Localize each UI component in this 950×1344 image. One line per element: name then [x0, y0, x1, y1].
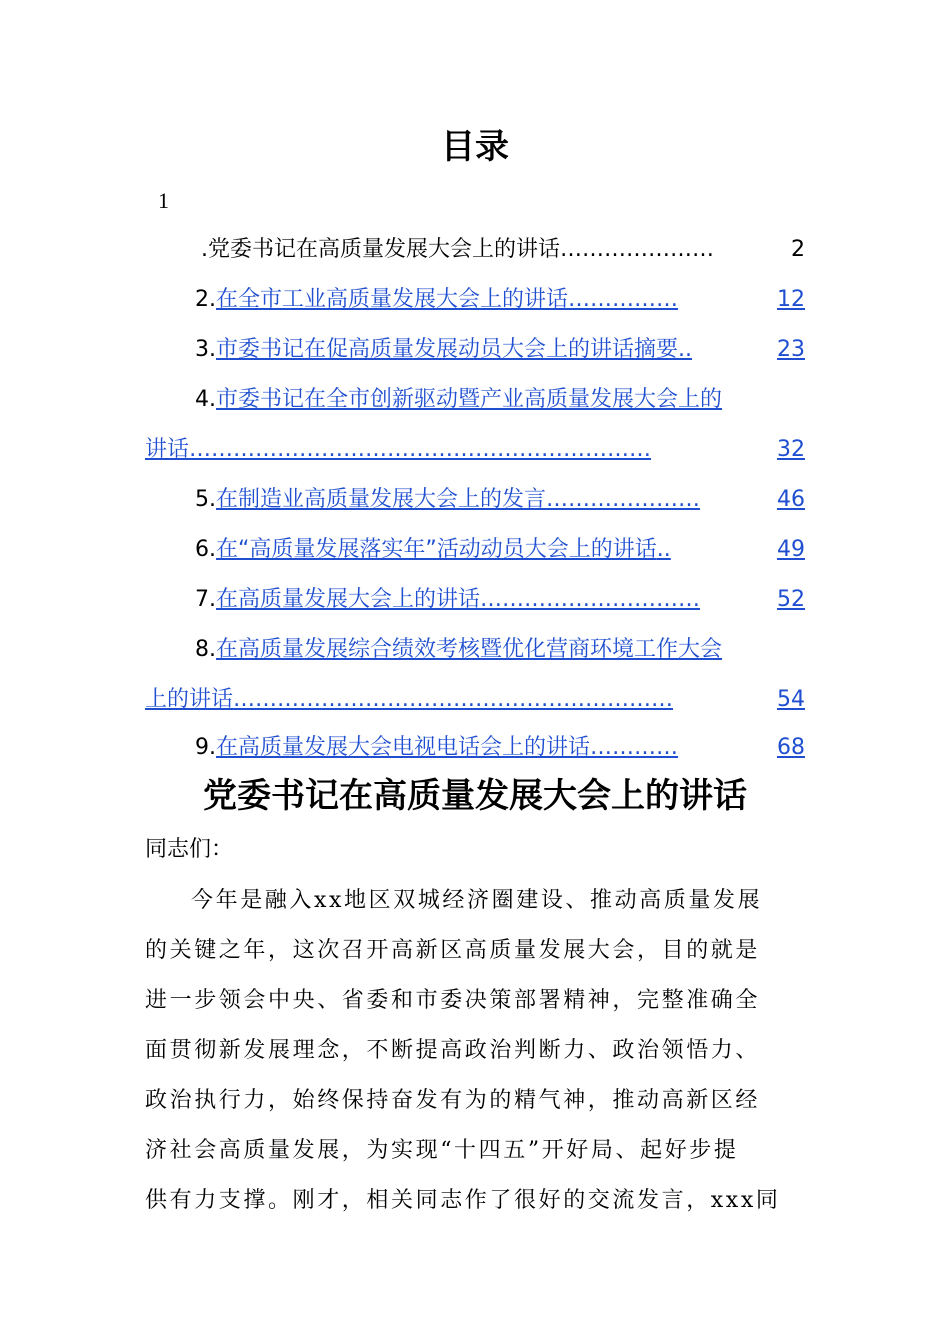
toc-entry-page[interactable]: 52	[777, 587, 805, 612]
toc-entry-link[interactable]: 在高质量发展大会上的讲话	[216, 587, 481, 612]
body-paragraph	[145, 876, 805, 1226]
paragraph-line: 政治执行力，始终保持奋发有为的精气神，推动高新区经	[145, 1088, 761, 1113]
toc-entry-link[interactable]: 在制造业高质量发展大会上的发言	[216, 487, 547, 512]
toc-marker: 1	[158, 188, 169, 213]
paragraph-line: 面贯彻新发展理念，不断提高政治判断力、政治领悟力、	[145, 1038, 761, 1063]
toc-entry-page[interactable]: 12	[777, 287, 805, 312]
toc-entry-4[interactable]	[145, 382, 805, 418]
document-title: 党委书记在高质量发展大会上的讲话	[203, 776, 747, 816]
toc-entry-7[interactable]	[145, 582, 805, 618]
toc-entry-2[interactable]	[145, 282, 805, 318]
paragraph-line: 的关键之年，这次召开高新区高质量发展大会，目的就是	[145, 938, 761, 963]
paragraph-line: 济社会高质量发展，为实现“十四五”开好局、起好步提	[145, 1138, 739, 1163]
toc-title: 目录	[441, 127, 509, 167]
toc-entry-dots: …………………	[546, 487, 701, 512]
toc-entry-page[interactable]: 32	[777, 437, 805, 462]
toc-entry-dots: ..	[678, 337, 693, 362]
toc-entry-page: 2	[791, 237, 805, 262]
toc-entry-1[interactable]	[145, 232, 805, 268]
paragraph-line: 今年是融入xx地区双城经济圈建设、推动高质量发展	[191, 888, 763, 913]
toc-entry-dots: …………	[590, 735, 679, 760]
toc-entry-9[interactable]	[145, 730, 805, 766]
toc-entry-link[interactable]: 在高质量发展综合绩效考核暨优化营商环境工作大会	[216, 637, 723, 662]
toc-entry-link-continued[interactable]: 上的讲话	[145, 687, 234, 712]
toc-entry-link[interactable]: 在全市工业高质量发展大会上的讲话	[216, 287, 569, 312]
toc-entry-link[interactable]: 市委书记在全市创新驱动暨产业高质量发展大会上的	[216, 387, 723, 412]
toc-entry-8[interactable]	[145, 632, 805, 668]
toc-entry-page[interactable]: 54	[777, 687, 805, 712]
toc-entry-page[interactable]: 46	[777, 487, 805, 512]
toc-entry-page[interactable]: 68	[777, 735, 805, 760]
toc-entry-page[interactable]: 23	[777, 337, 805, 362]
toc-entry-3[interactable]	[145, 332, 805, 368]
salutation: 同志们：	[145, 837, 234, 862]
toc-entry-link[interactable]: 市委书记在促高质量发展动员大会上的讲话摘要	[216, 337, 679, 362]
toc-entry-dots: ……………………………………………………	[233, 687, 674, 712]
toc-entry-8-continued[interactable]	[145, 682, 805, 718]
toc-entry-link[interactable]: 在“高质量发展落实年”活动动员大会上的讲话	[216, 537, 657, 562]
toc-entry-page[interactable]: 49	[777, 537, 805, 562]
toc-entry-number: 6.	[195, 537, 216, 562]
toc-entry-link-continued[interactable]: 讲话	[145, 437, 190, 462]
toc-entry-4-continued[interactable]	[145, 432, 805, 468]
toc-entry-dots: ..	[656, 537, 671, 562]
toc-entry-number: 9.	[195, 735, 216, 760]
toc-entry-5[interactable]	[145, 482, 805, 518]
toc-entry-number: 4.	[195, 387, 216, 412]
toc-entry-number: 8.	[195, 637, 216, 662]
paragraph-line: 供有力支撑。刚才，相关同志作了很好的交流发言，xxx同	[145, 1188, 781, 1213]
toc-entry-dots: …………………	[560, 237, 714, 262]
toc-entry-6[interactable]	[145, 532, 805, 568]
toc-entry-dots: ……………	[568, 287, 679, 312]
toc-entry-number: 3.	[195, 337, 216, 362]
paragraph-line: 进一步领会中央、省委和市委决策部署精神，完整准确全	[145, 988, 761, 1013]
toc-entry-link[interactable]: 在高质量发展大会电视电话会上的讲话	[216, 735, 591, 760]
toc-entry-text: .党委书记在高质量发展大会上的讲话	[201, 237, 560, 262]
toc-entry-number: 7.	[195, 587, 216, 612]
toc-entry-number: 2.	[195, 287, 216, 312]
toc-entry-dots: …………………………	[480, 587, 701, 612]
toc-entry-number: 5.	[195, 487, 216, 512]
toc-entry-dots: ………………………………………………………	[189, 437, 652, 462]
